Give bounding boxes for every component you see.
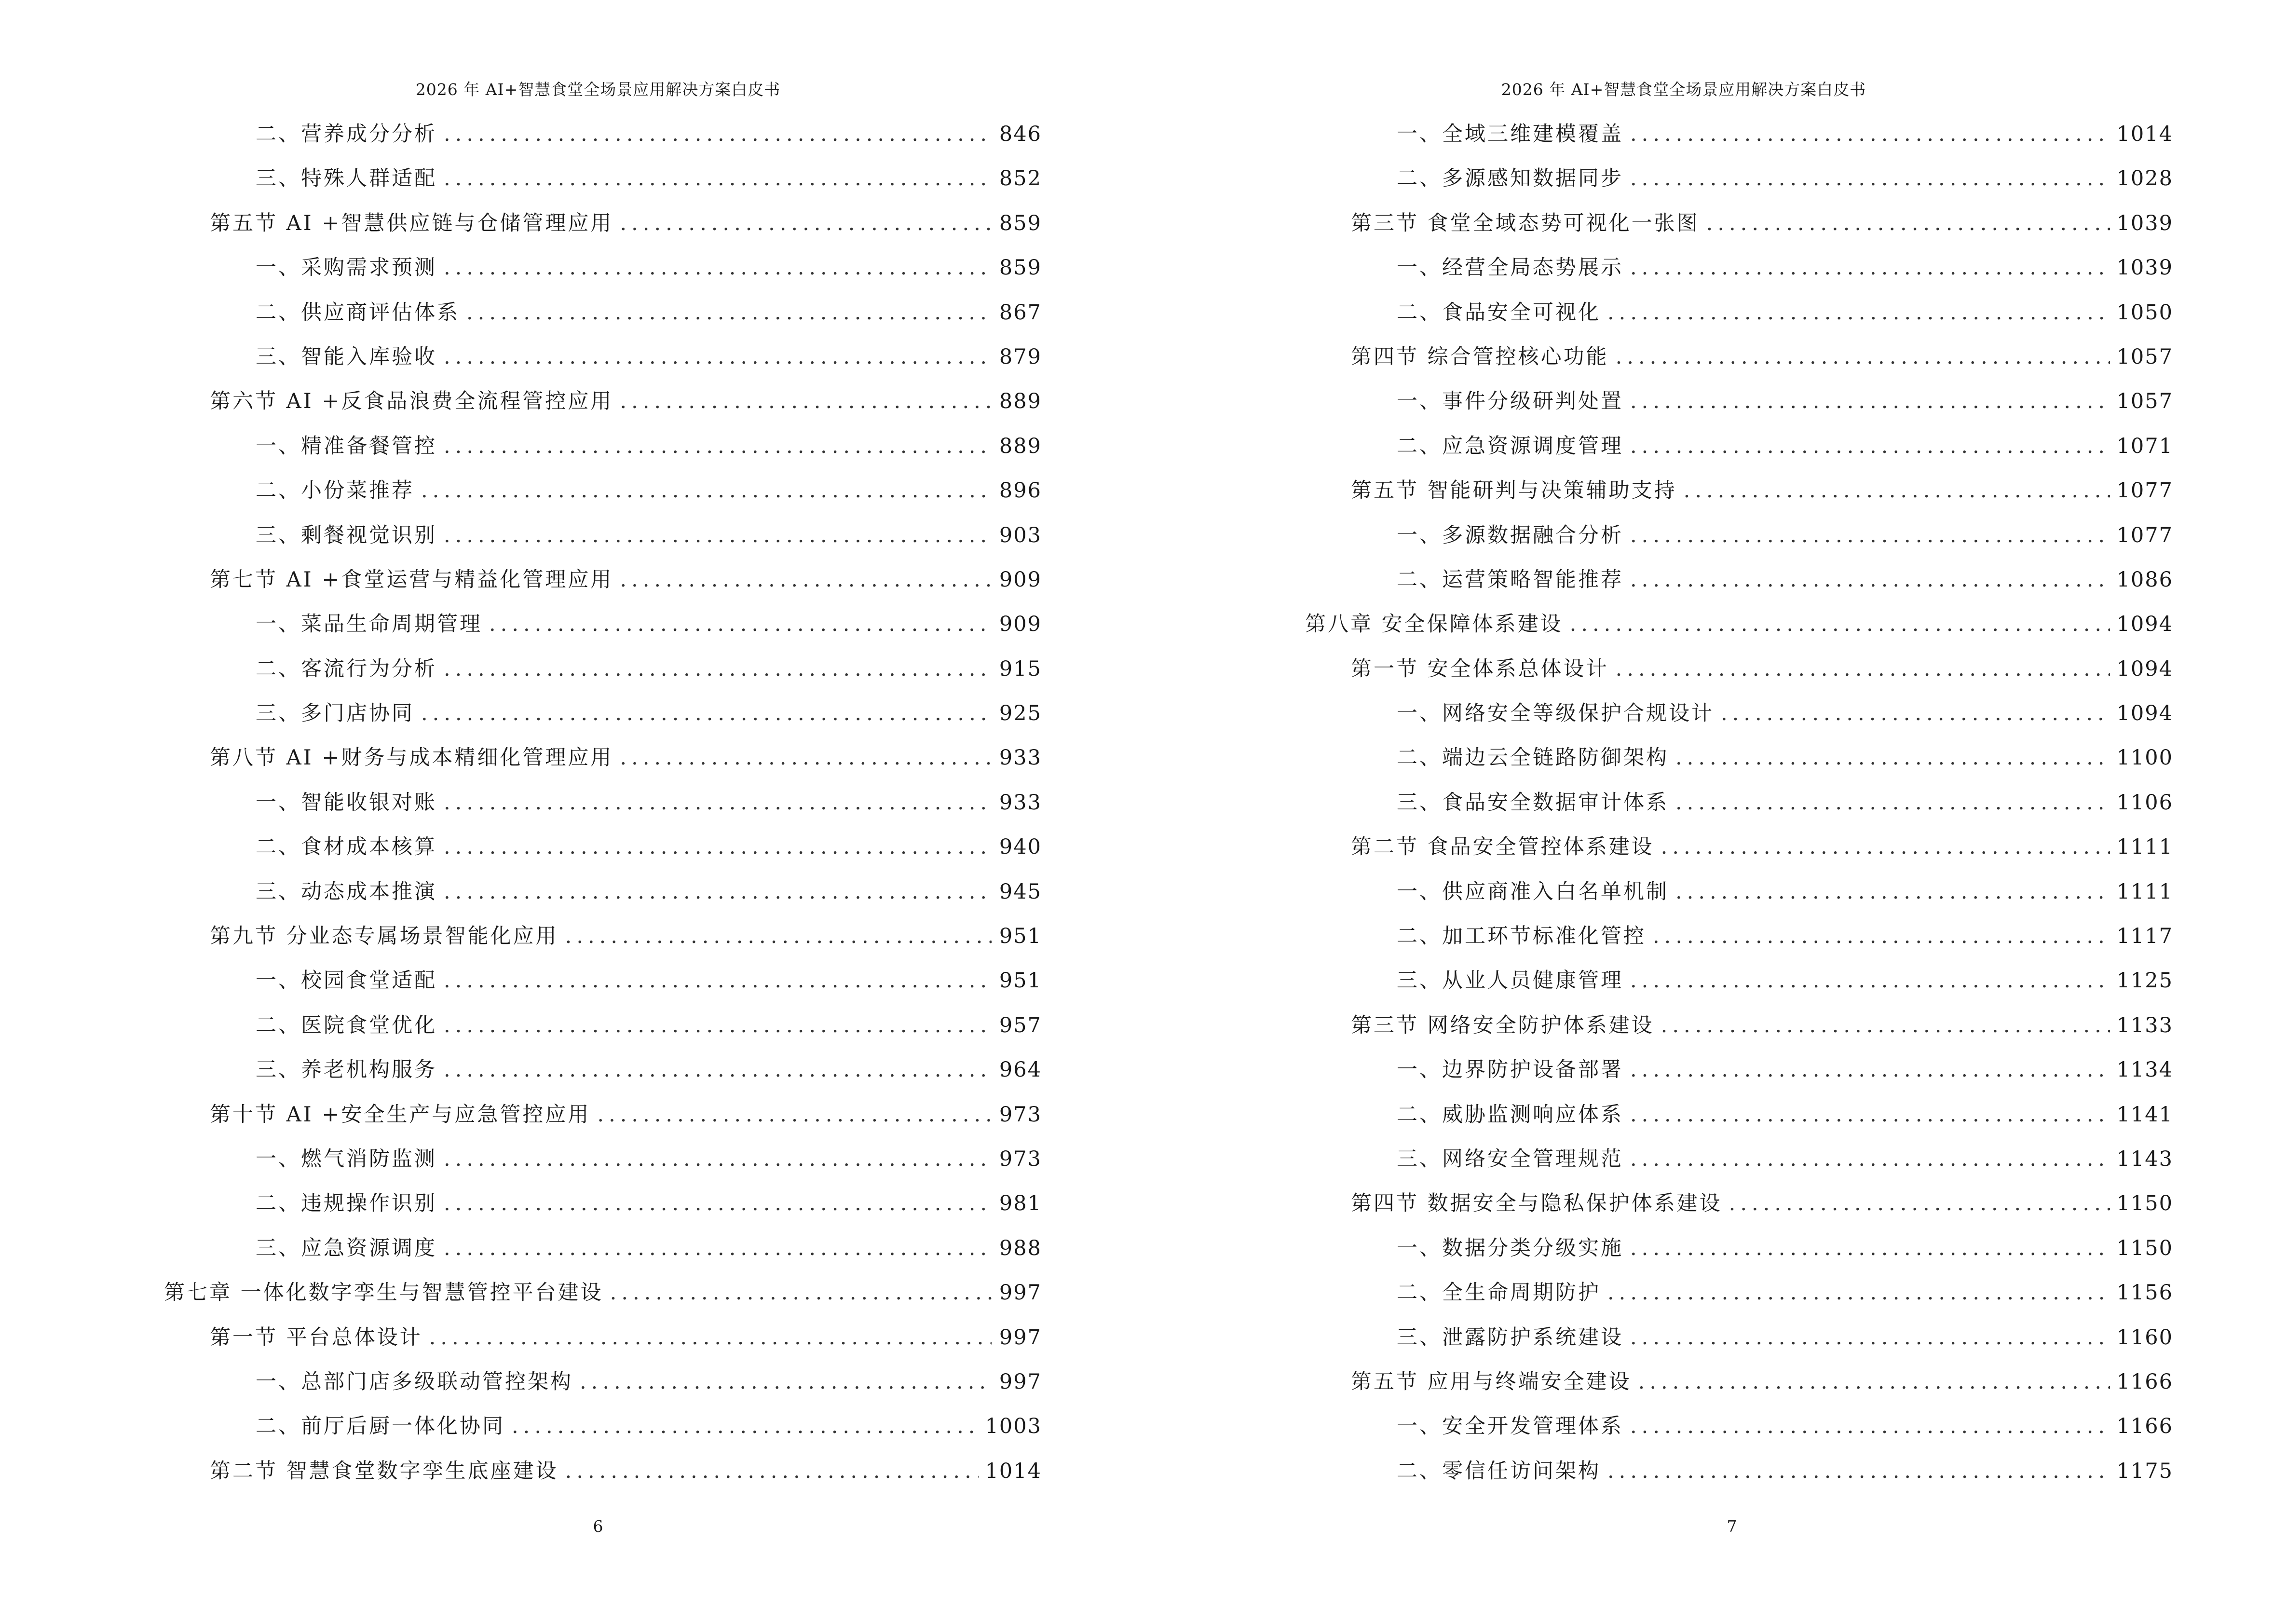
toc-entry-page: 1071	[2116, 434, 2173, 458]
toc-entry-title: 第三节 食堂全域态势可视化一张图	[1351, 211, 1700, 235]
dot-leader	[444, 424, 992, 468]
toc-entry-item[interactable]	[1305, 914, 2173, 958]
toc-entry-page: 852	[999, 166, 1042, 191]
dot-leader	[444, 1048, 992, 1092]
toc-entry-page: 1003	[985, 1414, 1042, 1439]
toc-entry-section[interactable]	[1305, 825, 2173, 869]
toc-entry-title: 二、零信任访问架构	[1397, 1459, 1601, 1483]
dot-leader	[444, 246, 992, 290]
toc-entry-title: 一、菜品生命周期管理	[256, 612, 482, 637]
toc-entry-title: 一、边界防护设备部署	[1397, 1058, 1623, 1082]
toc-entry-title: 三、特殊人群适配	[256, 166, 437, 191]
toc-entry-title: 一、数据分类分级实施	[1397, 1236, 1623, 1260]
toc-entry-title: 一、全域三维建模覆盖	[1397, 122, 1623, 146]
toc-entry-page: 867	[999, 300, 1042, 325]
dot-leader	[1570, 602, 2110, 646]
toc-entry-title: 第六节 AI +反食品浪费全流程管控应用	[210, 389, 613, 414]
dot-leader	[1675, 870, 2110, 914]
toc-entry-title: 二、威胁监测响应体系	[1397, 1102, 1623, 1127]
toc-entry-title: 二、客流行为分析	[256, 656, 437, 681]
dot-leader	[1630, 558, 2110, 602]
toc-entry-item[interactable]	[164, 1360, 1042, 1404]
toc-entry-item[interactable]	[1305, 246, 2173, 290]
table-of-contents	[1305, 112, 2173, 1493]
dot-leader	[597, 1092, 992, 1137]
toc-entry-page: 973	[999, 1102, 1042, 1127]
toc-entry-page: 1039	[2116, 256, 2173, 280]
toc-entry-item[interactable]	[164, 156, 1042, 201]
toc-entry-page: 896	[999, 478, 1042, 503]
dot-leader	[1630, 379, 2110, 423]
toc-entry-title: 第九节 分业态专属场景智能化应用	[210, 924, 558, 949]
toc-entry-item[interactable]	[164, 1404, 1042, 1448]
dot-leader	[444, 958, 992, 1003]
dot-leader	[444, 335, 992, 379]
toc-entry-title: 一、校园食堂适配	[256, 969, 437, 993]
toc-entry-page: 1166	[2116, 1369, 2173, 1394]
dot-leader	[1729, 1181, 2110, 1226]
toc-entry-title: 第三节 网络安全防护体系建设	[1351, 1013, 1654, 1037]
toc-entry-section[interactable]	[164, 201, 1042, 246]
toc-entry-page: 915	[999, 656, 1042, 681]
toc-entry-title: 第五节 应用与终端安全建设	[1351, 1369, 1632, 1394]
dot-leader	[444, 825, 992, 869]
toc-entry-item[interactable]	[164, 1137, 1042, 1181]
toc-entry-title: 一、供应商准入白名单机制	[1397, 879, 1669, 904]
toc-entry-title: 三、食品安全数据审计体系	[1397, 790, 1669, 815]
dot-leader	[1630, 1315, 2110, 1360]
toc-entry-page: 1028	[2116, 166, 2173, 191]
dot-leader	[421, 691, 992, 736]
toc-entry-page: 1160	[2116, 1325, 2173, 1350]
toc-entry-page: 1039	[2116, 211, 2173, 235]
toc-entry-title: 三、网络安全管理规范	[1397, 1146, 1623, 1171]
toc-entry-section[interactable]	[164, 379, 1042, 423]
toc-entry-title: 一、网络安全等级保护合规设计	[1397, 701, 1714, 726]
toc-entry-title: 二、食材成本核算	[256, 835, 437, 860]
toc-entry-title: 第七章 一体化数字孪生与智慧管控平台建设	[164, 1281, 603, 1305]
toc-entry-title: 第五节 智能研判与决策辅助支持	[1351, 478, 1677, 503]
dot-leader	[512, 1404, 979, 1448]
toc-entry-title: 第八章 安全保障体系建设	[1305, 612, 1563, 637]
toc-entry-page: 1134	[2116, 1058, 2173, 1082]
toc-entry-title: 三、动态成本推演	[256, 879, 437, 904]
toc-entry-item[interactable]	[1305, 1404, 2173, 1448]
toc-entry-title: 第十节 AI +安全生产与应急管控应用	[210, 1102, 591, 1127]
dot-leader	[1653, 914, 2110, 958]
dot-leader	[1630, 1404, 2110, 1448]
toc-entry-page: 933	[999, 790, 1042, 815]
dot-leader	[444, 112, 992, 156]
toc-entry-page: 859	[999, 256, 1042, 280]
toc-entry-item[interactable]	[1305, 691, 2173, 736]
dot-leader	[1675, 736, 2110, 780]
dot-leader	[444, 870, 992, 914]
dot-leader	[444, 647, 992, 691]
dot-leader	[1661, 1003, 2110, 1048]
toc-entry-section[interactable]	[164, 1092, 1042, 1137]
toc-entry-page: 1094	[2116, 701, 2173, 726]
toc-entry-title: 一、总部门店多级联动管控架构	[256, 1369, 573, 1394]
toc-entry-section[interactable]	[1305, 201, 2173, 246]
toc-entry-title: 二、全生命周期防护	[1397, 1281, 1601, 1305]
toc-entry-page: 1014	[2116, 122, 2173, 146]
toc-entry-item[interactable]	[1305, 558, 2173, 602]
toc-entry-page: 1106	[2116, 790, 2173, 815]
dot-leader	[1630, 112, 2110, 156]
toc-entry-title: 二、运营策略智能推荐	[1397, 567, 1623, 592]
toc-entry-page: 1156	[2116, 1281, 2173, 1305]
dot-leader	[1661, 825, 2110, 869]
toc-entry-item[interactable]	[164, 647, 1042, 691]
toc-entry-page: 1150	[2116, 1191, 2173, 1216]
dot-leader	[1607, 1449, 2110, 1493]
toc-entry-section[interactable]	[164, 558, 1042, 602]
toc-entry-item[interactable]	[1305, 1137, 2173, 1181]
toc-entry-title: 二、端边云全链路防御架构	[1397, 746, 1669, 770]
dot-leader	[1607, 1270, 2110, 1315]
toc-entry-page: 879	[999, 344, 1042, 369]
toc-entry-page: 859	[999, 211, 1042, 235]
toc-entry-item[interactable]	[1305, 112, 2173, 156]
toc-entry-title: 三、养老机构服务	[256, 1058, 437, 1082]
dot-leader	[444, 1137, 992, 1181]
toc-entry-item[interactable]	[164, 513, 1042, 558]
toc-entry-item[interactable]	[164, 870, 1042, 914]
toc-entry-page: 981	[999, 1191, 1042, 1216]
toc-entry-section[interactable]	[1305, 647, 2173, 691]
toc-entry-page: 1014	[985, 1459, 1042, 1483]
dot-leader	[466, 290, 992, 335]
dot-leader	[444, 1226, 992, 1270]
dot-leader	[1675, 780, 2110, 825]
toc-entry-item[interactable]	[164, 290, 1042, 335]
toc-entry-title: 二、违规操作识别	[256, 1191, 437, 1216]
toc-entry-title: 三、应急资源调度	[256, 1236, 437, 1260]
toc-entry-title: 第二节 智慧食堂数字孪生底座建设	[210, 1459, 558, 1483]
dot-leader	[580, 1360, 992, 1404]
toc-entry-page: 1086	[2116, 567, 2173, 592]
toc-entry-title: 第一节 平台总体设计	[210, 1325, 422, 1350]
toc-entry-item[interactable]	[1305, 1048, 2173, 1092]
toc-entry-title: 三、智能入库验收	[256, 344, 437, 369]
toc-entry-item[interactable]	[1305, 958, 2173, 1003]
dot-leader	[1616, 647, 2110, 691]
toc-entry-title: 三、从业人员健康管理	[1397, 969, 1623, 993]
toc-entry-title: 二、加工环节标准化管控	[1397, 924, 1646, 949]
toc-entry-page: 1133	[2116, 1013, 2173, 1037]
toc-entry-title: 一、燃气消防监测	[256, 1146, 437, 1171]
toc-entry-section[interactable]	[1305, 468, 2173, 513]
toc-entry-item[interactable]	[1305, 424, 2173, 468]
toc-entry-page: 1057	[2116, 344, 2173, 369]
toc-entry-title: 一、经营全局态势展示	[1397, 256, 1623, 280]
toc-entry-item[interactable]	[1305, 1315, 2173, 1360]
dot-leader	[620, 201, 992, 246]
toc-entry-title: 二、应急资源调度管理	[1397, 434, 1623, 458]
toc-entry-title: 一、智能收银对账	[256, 790, 437, 815]
dot-leader	[1721, 691, 2110, 736]
toc-entry-section[interactable]	[1305, 335, 2173, 379]
dot-leader	[421, 468, 992, 513]
dot-leader	[444, 1181, 992, 1226]
dot-leader	[610, 1270, 992, 1315]
toc-entry-page: 1141	[2116, 1102, 2173, 1127]
toc-entry-title: 一、采购需求预测	[256, 256, 437, 280]
dot-leader	[620, 736, 992, 780]
dot-leader	[1630, 958, 2110, 1003]
toc-entry-item[interactable]	[1305, 1092, 2173, 1137]
toc-entry-item[interactable]	[1305, 1226, 2173, 1270]
dot-leader	[444, 156, 992, 201]
toc-entry-chapter[interactable]	[1305, 602, 2173, 646]
toc-entry-page: 951	[999, 924, 1042, 949]
toc-entry-title: 第一节 安全体系总体设计	[1351, 656, 1609, 681]
toc-entry-page: 1111	[2116, 835, 2173, 860]
toc-entry-page: 940	[999, 835, 1042, 860]
toc-entry-section[interactable]	[164, 914, 1042, 958]
dot-leader	[1630, 513, 2110, 558]
toc-entry-item[interactable]	[164, 1181, 1042, 1226]
toc-entry-page: 945	[999, 879, 1042, 904]
dot-leader	[565, 914, 992, 958]
dot-leader	[620, 558, 992, 602]
toc-entry-page: 1125	[2116, 969, 2173, 993]
toc-entry-item[interactable]	[164, 335, 1042, 379]
toc-entry-page: 889	[999, 434, 1042, 458]
toc-entry-item[interactable]	[1305, 1449, 2173, 1493]
toc-entry-item[interactable]	[164, 468, 1042, 513]
toc-entry-item[interactable]	[164, 958, 1042, 1003]
toc-entry-item[interactable]	[1305, 1270, 2173, 1315]
toc-entry-section[interactable]	[164, 736, 1042, 780]
toc-entry-section[interactable]	[1305, 1360, 2173, 1404]
toc-entry-title: 二、前厅后厨一体化协同	[256, 1414, 505, 1439]
toc-entry-item[interactable]	[164, 1226, 1042, 1270]
dot-leader	[1630, 1226, 2110, 1270]
toc-entry-title: 二、小份菜推荐	[256, 478, 414, 503]
toc-entry-title: 二、多源感知数据同步	[1397, 166, 1623, 191]
toc-entry-title: 二、营养成分分析	[256, 122, 437, 146]
toc-entry-item[interactable]	[164, 825, 1042, 869]
toc-entry-item[interactable]	[164, 1003, 1042, 1048]
toc-entry-title: 第八节 AI +财务与成本精细化管理应用	[210, 746, 613, 770]
toc-entry-item[interactable]	[1305, 780, 2173, 825]
toc-entry-page: 1057	[2116, 389, 2173, 414]
toc-entry-item[interactable]	[164, 424, 1042, 468]
toc-entry-section[interactable]	[1305, 1003, 2173, 1048]
dot-leader	[1630, 1048, 2110, 1092]
toc-entry-title: 三、多门店协同	[256, 701, 414, 726]
toc-entry-page: 1143	[2116, 1146, 2173, 1171]
toc-entry-page: 925	[999, 701, 1042, 726]
toc-entry-title: 一、安全开发管理体系	[1397, 1414, 1623, 1439]
toc-entry-title: 第四节 数据安全与隐私保护体系建设	[1351, 1191, 1722, 1216]
toc-entry-title: 二、供应商评估体系	[256, 300, 460, 325]
dot-leader	[429, 1315, 992, 1360]
toc-entry-item[interactable]	[1305, 156, 2173, 201]
toc-entry-page: 909	[999, 612, 1042, 637]
dot-leader	[620, 379, 992, 423]
dot-leader	[1684, 468, 2110, 513]
dot-leader	[1630, 1092, 2110, 1137]
dot-leader	[444, 780, 992, 825]
toc-entry-page: 951	[999, 969, 1042, 993]
toc-entry-title: 第二节 食品安全管控体系建设	[1351, 835, 1654, 860]
toc-entry-item[interactable]	[164, 691, 1042, 736]
toc-entry-title: 三、剩餐视觉识别	[256, 523, 437, 547]
toc-entry-page: 1077	[2116, 478, 2173, 503]
toc-entry-page: 1094	[2116, 656, 2173, 681]
toc-entry-page: 1050	[2116, 300, 2173, 325]
toc-entry-page: 957	[999, 1013, 1042, 1037]
toc-entry-item[interactable]	[164, 112, 1042, 156]
dot-leader	[444, 1003, 992, 1048]
toc-entry-page: 1077	[2116, 523, 2173, 547]
toc-entry-page: 889	[999, 389, 1042, 414]
running-header: 2026 年 AI+智慧食堂全场景应用解决方案白皮书	[415, 80, 781, 99]
toc-entry-title: 一、多源数据融合分析	[1397, 523, 1623, 547]
toc-entry-page: 903	[999, 523, 1042, 547]
toc-entry-item[interactable]	[164, 602, 1042, 646]
dot-leader	[489, 602, 992, 646]
toc-entry-item[interactable]	[164, 780, 1042, 825]
dot-leader	[1630, 1137, 2110, 1181]
toc-entry-page: 997	[999, 1325, 1042, 1350]
toc-entry-title: 第七节 AI +食堂运营与精益化管理应用	[210, 567, 613, 592]
toc-entry-title: 三、泄露防护系统建设	[1397, 1325, 1623, 1350]
toc-entry-title: 一、精准备餐管控	[256, 434, 437, 458]
toc-entry-page: 933	[999, 746, 1042, 770]
toc-entry-item[interactable]	[1305, 513, 2173, 558]
toc-entry-page: 988	[999, 1236, 1042, 1260]
dot-leader	[1630, 156, 2110, 201]
running-header: 2026 年 AI+智慧食堂全场景应用解决方案白皮书	[1501, 80, 1866, 99]
toc-entry-page: 997	[999, 1281, 1042, 1305]
toc-entry-page: 997	[999, 1369, 1042, 1394]
toc-entry-item[interactable]	[1305, 379, 2173, 423]
toc-entry-title: 第五节 AI +智慧供应链与仓储管理应用	[210, 211, 613, 235]
toc-entry-page: 1100	[2116, 746, 2173, 770]
dot-leader	[565, 1449, 979, 1493]
right-page	[1144, 0, 2287, 1624]
toc-entry-item[interactable]	[1305, 736, 2173, 780]
toc-entry-page: 964	[999, 1058, 1042, 1082]
toc-entry-page: 973	[999, 1146, 1042, 1171]
dot-leader	[1616, 335, 2110, 379]
dot-leader	[444, 513, 992, 558]
toc-entry-section[interactable]	[164, 1315, 1042, 1360]
toc-entry-page: 1117	[2116, 924, 2173, 949]
dot-leader	[1706, 201, 2110, 246]
table-of-contents	[164, 112, 1042, 1493]
toc-entry-title: 第四节 综合管控核心功能	[1351, 344, 1609, 369]
toc-entry-title: 二、医院食堂优化	[256, 1013, 437, 1037]
toc-entry-item[interactable]	[164, 246, 1042, 290]
dot-leader	[1607, 290, 2110, 335]
dot-leader	[1630, 424, 2110, 468]
toc-entry-title: 二、食品安全可视化	[1397, 300, 1601, 325]
toc-entry-page: 846	[999, 122, 1042, 146]
toc-entry-item[interactable]	[164, 1048, 1042, 1092]
toc-entry-page: 1150	[2116, 1236, 2173, 1260]
toc-entry-item[interactable]	[1305, 290, 2173, 335]
dot-leader	[1638, 1360, 2110, 1404]
dot-leader	[1630, 246, 2110, 290]
toc-entry-page: 1175	[2116, 1459, 2173, 1483]
toc-entry-title: 一、事件分级研判处置	[1397, 389, 1623, 414]
toc-entry-page: 1094	[2116, 612, 2173, 637]
toc-entry-section[interactable]	[164, 1449, 1042, 1493]
page-number: 7	[1727, 1517, 1737, 1536]
toc-entry-section[interactable]	[1305, 1181, 2173, 1226]
toc-entry-page: 909	[999, 567, 1042, 592]
toc-entry-chapter[interactable]	[164, 1270, 1042, 1315]
toc-entry-page: 1111	[2116, 879, 2173, 904]
toc-entry-item[interactable]	[1305, 870, 2173, 914]
toc-entry-page: 1166	[2116, 1414, 2173, 1439]
page-number: 6	[593, 1517, 603, 1536]
